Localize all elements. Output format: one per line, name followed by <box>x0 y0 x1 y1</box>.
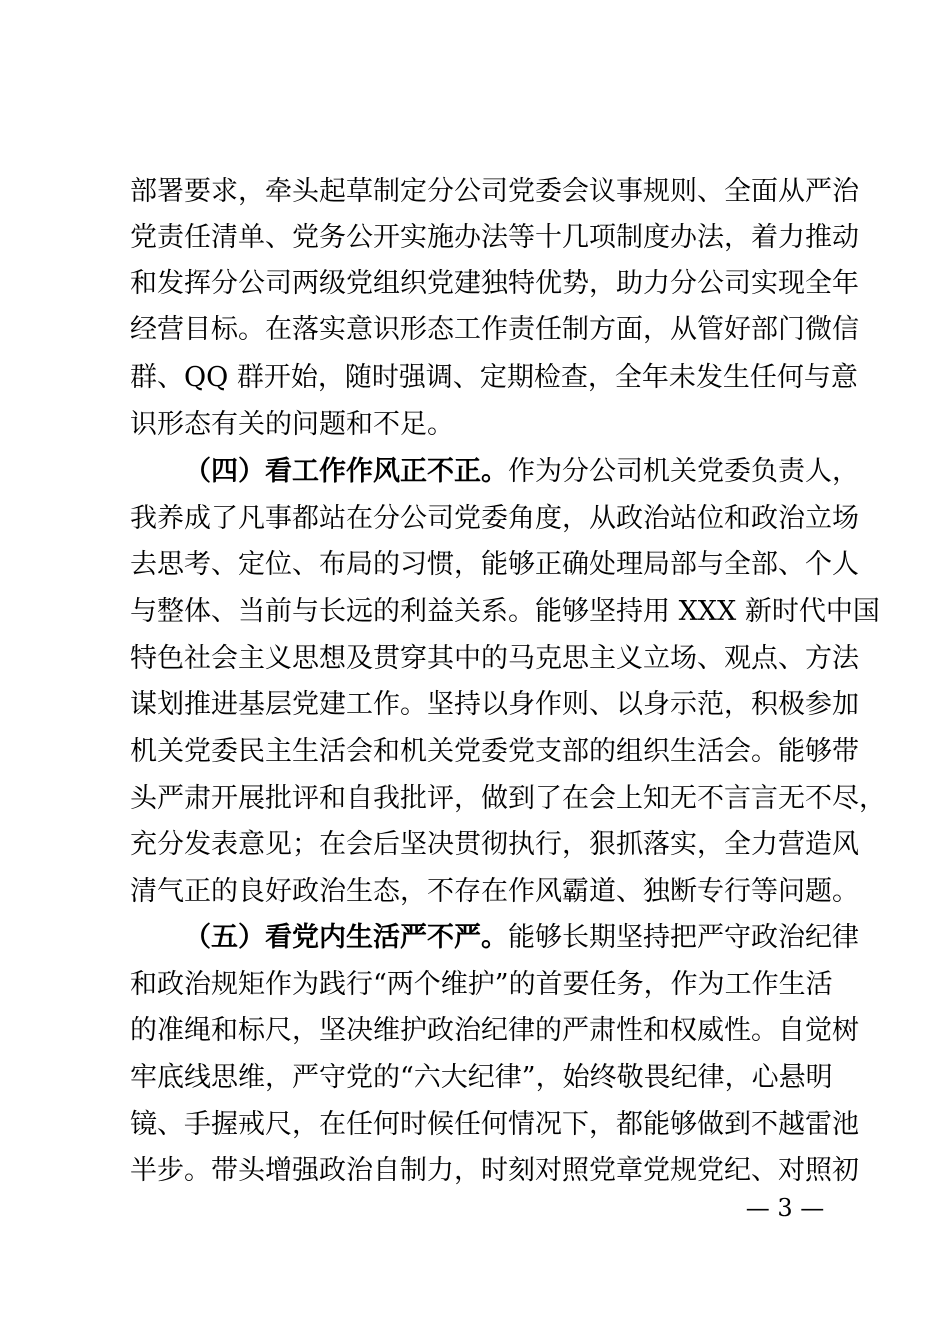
paragraph-line: 机关党委民主生活会和机关党委党支部的组织生活会。能够带 <box>130 736 859 767</box>
paragraph-line: 和政治规矩作为践行“两个维护”的首要任务，作为工作生活 <box>130 969 833 1000</box>
section-5-heading: （五）看党内生活严不严。 <box>184 922 508 953</box>
paragraph-line: 镜、手握戒尺，在任何时候任何情况下，都能够做到不越雷池 <box>130 1109 859 1140</box>
paragraph-line: 头严肃开展批评和自我批评，做到了在会上知无不言言无不尽， <box>130 783 886 814</box>
paragraph-line: 党责任清单、党务公开实施办法等十几项制度办法，着力推动 <box>130 222 859 253</box>
paragraph-line: 群、QQ 群开始，随时强调、定期检查，全年未发生任何与意 <box>130 362 858 393</box>
section-5-text: 能够长期坚持把严守政治纪律 <box>508 922 859 953</box>
paragraph-line: 充分发表意见；在会后坚决贯彻执行，狠抓落实，全力营造风 <box>130 829 859 860</box>
paragraph-line: 和发挥分公司两级党组织党建独特优势，助力分公司实现全年 <box>130 268 859 299</box>
paragraph-line: 经营目标。在落实意识形态工作责任制方面，从管好部门微信 <box>130 314 859 345</box>
paragraph-line: 识形态有关的问题和不足。 <box>130 409 454 440</box>
paragraph-line: 谋划推进基层党建工作。坚持以身作则、以身示范，积极参加 <box>130 689 859 720</box>
paragraph-line: 部署要求，牵头起草制定分公司党委会议事规则、全面从严治 <box>130 176 859 207</box>
paragraph-line: 清气正的良好政治生态，不存在作风霸道、独断专行等问题。 <box>130 876 859 907</box>
section-4-heading: （四）看工作作风正不正。 <box>184 456 508 487</box>
paragraph-line: 去思考、定位、布局的习惯，能够正确处理局部与全部、个人 <box>130 549 859 580</box>
section-5-first-line <box>184 918 859 958</box>
page-number: — 3 — <box>745 1194 825 1222</box>
section-4-text: 作为分公司机关党委负责人， <box>508 456 859 487</box>
paragraph-line: 我养成了凡事都站在分公司党委角度，从政治站位和政治立场 <box>130 503 859 534</box>
paragraph-line: 半步。带头增强政治自制力，时刻对照党章党规党纪、对照初 <box>130 1155 859 1186</box>
section-4-first-line <box>184 452 859 492</box>
paragraph-line: 特色社会主义思想及贯穿其中的马克思主义立场、观点、方法 <box>130 643 859 674</box>
paragraph-line: 与整体、当前与长远的利益关系。能够坚持用 XXX 新时代中国 <box>130 596 880 627</box>
paragraph-line: 的准绳和标尺，坚决维护政治纪律的严肃性和权威性。自觉树 <box>130 1015 859 1046</box>
paragraph-line: 牢底线思维，严守党的“六大纪律”，始终敬畏纪律，心悬明 <box>130 1062 833 1093</box>
